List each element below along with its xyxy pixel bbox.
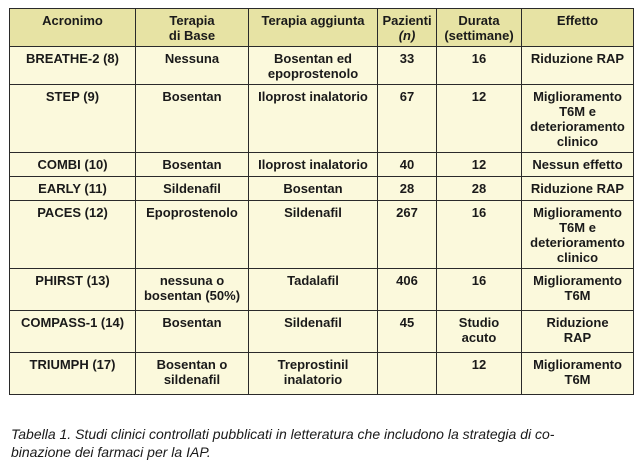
table-row	[10, 85, 634, 153]
cell-pazienti-text: 45	[399, 315, 415, 330]
header-acronimo-text: Acronimo	[42, 13, 103, 28]
table-row	[10, 47, 634, 85]
cell-acronimo	[10, 201, 136, 269]
cell-acronimo	[10, 85, 136, 153]
cell-durata-text: 12	[471, 157, 487, 172]
cell-acronimo-text: TRIUMPH (17)	[29, 357, 116, 372]
cell-durata	[437, 269, 522, 311]
cell-terapia-aggiunta-text: Iloprost inalatorio	[258, 157, 368, 172]
cell-effetto	[522, 85, 634, 153]
cell-terapia-aggiunta	[249, 353, 378, 395]
cell-pazienti-text: 406	[396, 273, 418, 288]
cell-durata	[437, 153, 522, 177]
cell-terapia-aggiunta	[249, 311, 378, 353]
cell-effetto-line2: RAP	[563, 330, 592, 345]
header-effetto-text: Effetto	[556, 13, 599, 28]
header-acronimo	[10, 9, 136, 47]
cell-terapia-aggiunta	[249, 47, 378, 85]
cell-pazienti	[378, 177, 437, 201]
cell-terapia-base	[136, 311, 249, 353]
cell-terapia-base-text: Bosentan	[162, 157, 222, 172]
cell-acronimo	[10, 353, 136, 395]
cell-effetto-line1: Miglioramento	[533, 205, 622, 220]
cell-effetto-line2: T6M e	[559, 104, 596, 119]
cell-effetto-line1: Miglioramento	[533, 357, 622, 372]
cell-terapia-base-text: Bosentan	[162, 315, 222, 330]
header-terapia-base-line1: Terapia	[169, 13, 215, 28]
cell-terapia-aggiunta-line2: inalatorio	[283, 372, 343, 387]
cell-acronimo-text: BREATHE-2 (8)	[26, 51, 119, 66]
cell-terapia-aggiunta-text: Iloprost inalatorio	[258, 89, 368, 104]
cell-durata-line2: acuto	[461, 330, 497, 345]
cell-pazienti	[378, 311, 437, 353]
cell-pazienti	[378, 353, 437, 395]
cell-durata	[437, 85, 522, 153]
cell-pazienti-text: 40	[399, 157, 415, 172]
header-terapia-aggiunta-text: Terapia aggiunta	[261, 13, 365, 28]
table-row	[10, 177, 634, 201]
cell-terapia-aggiunta	[249, 201, 378, 269]
cell-terapia-base-text: Nessuna	[164, 51, 220, 66]
cell-pazienti-text: 28	[399, 181, 415, 196]
cell-acronimo-text: EARLY (11)	[38, 181, 107, 196]
header-pazienti	[378, 9, 437, 47]
cell-effetto-line3: deterioramento	[530, 119, 625, 134]
cell-effetto-line3: deterioramento	[530, 235, 625, 250]
cell-effetto-line2: T6M	[564, 372, 591, 387]
cell-pazienti	[378, 47, 437, 85]
cell-acronimo-text: PACES (12)	[37, 205, 108, 220]
cell-effetto-text: Nessun effetto	[532, 157, 623, 172]
cell-effetto	[522, 269, 634, 311]
cell-terapia-aggiunta-text: Sildenafil	[284, 205, 342, 220]
cell-effetto-text: Riduzione RAP	[530, 51, 625, 66]
cell-effetto-line2: T6M e	[559, 220, 596, 235]
cell-terapia-aggiunta-line2: epoprostenolo	[267, 66, 359, 81]
header-terapia-base-line2: di Base	[168, 28, 216, 43]
cell-acronimo-text: COMBI (10)	[37, 157, 108, 172]
cell-durata	[437, 201, 522, 269]
cell-terapia-base	[136, 177, 249, 201]
cell-terapia-base-line1: Bosentan o	[156, 357, 228, 372]
cell-acronimo-text: STEP (9)	[45, 89, 100, 104]
table-row	[10, 201, 634, 269]
cell-terapia-aggiunta-text: Sildenafil	[284, 315, 342, 330]
table-row	[10, 153, 634, 177]
cell-terapia-aggiunta-text: Tadalafil	[287, 273, 339, 288]
table-row	[10, 311, 634, 353]
cell-terapia-base-line2: bosentan (50%)	[143, 288, 241, 303]
cell-terapia-aggiunta	[249, 177, 378, 201]
cell-durata-text: 12	[471, 357, 487, 372]
cell-terapia-aggiunta-line1: Treprostinil	[277, 357, 349, 372]
cell-terapia-base-text: Bosentan	[162, 89, 222, 104]
table-row	[10, 269, 634, 311]
caption-line-2: binazione dei farmaci per la IAP.	[11, 444, 211, 460]
table-caption	[11, 425, 633, 461]
cell-terapia-aggiunta-line1: Bosentan ed	[273, 51, 352, 66]
cell-pazienti	[378, 269, 437, 311]
cell-effetto	[522, 311, 634, 353]
cell-acronimo	[10, 311, 136, 353]
cell-durata-text: 16	[471, 51, 487, 66]
cell-terapia-aggiunta	[249, 269, 378, 311]
cell-terapia-base	[136, 47, 249, 85]
header-pazienti-line1: Pazienti	[382, 13, 432, 28]
caption-line-1: Tabella 1. Studi clinici controllati pubblicati in letteratura che includono la strategia di co-	[11, 426, 555, 442]
cell-pazienti-text: 33	[399, 51, 415, 66]
header-durata-line1: Durata	[458, 13, 500, 28]
cell-pazienti-text: 67	[399, 89, 415, 104]
cell-terapia-aggiunta-text: Bosentan	[283, 181, 343, 196]
table-header-row	[10, 9, 634, 47]
cell-terapia-base	[136, 85, 249, 153]
header-pazienti-line2: (n)	[398, 28, 416, 43]
cell-acronimo	[10, 47, 136, 85]
cell-acronimo	[10, 269, 136, 311]
cell-terapia-base-text: Epoprostenolo	[146, 205, 238, 220]
cell-effetto-line1: Miglioramento	[533, 89, 622, 104]
cell-durata	[437, 311, 522, 353]
cell-effetto-line4: clinico	[556, 250, 599, 265]
cell-terapia-aggiunta	[249, 85, 378, 153]
cell-terapia-base-text: Sildenafil	[163, 181, 221, 196]
cell-terapia-aggiunta	[249, 153, 378, 177]
cell-effetto-text: Riduzione RAP	[530, 181, 625, 196]
cell-terapia-base	[136, 353, 249, 395]
cell-effetto-line2: T6M	[564, 288, 591, 303]
cell-terapia-base	[136, 269, 249, 311]
cell-terapia-base	[136, 201, 249, 269]
cell-acronimo-text: PHIRST (13)	[35, 273, 110, 288]
cell-pazienti-text: 267	[396, 205, 418, 220]
header-effetto	[522, 9, 634, 47]
cell-effetto-line1: Riduzione	[546, 315, 609, 330]
cell-durata-text: 28	[471, 181, 487, 196]
cell-durata-line1: Studio	[458, 315, 500, 330]
cell-terapia-base-line1: nessuna o	[159, 273, 225, 288]
header-terapia-aggiunta	[249, 9, 378, 47]
cell-effetto	[522, 201, 634, 269]
header-durata-line2: (settimane)	[444, 28, 514, 43]
cell-durata-text: 16	[471, 205, 487, 220]
cell-effetto	[522, 177, 634, 201]
clinical-trials-table	[9, 8, 634, 395]
cell-effetto	[522, 153, 634, 177]
table-row	[10, 353, 634, 395]
cell-durata	[437, 47, 522, 85]
cell-effetto-line1: Miglioramento	[533, 273, 622, 288]
cell-durata	[437, 177, 522, 201]
cell-pazienti	[378, 85, 437, 153]
cell-durata-text: 12	[471, 89, 487, 104]
cell-terapia-base-line2: sildenafil	[163, 372, 221, 387]
cell-effetto	[522, 353, 634, 395]
cell-terapia-base	[136, 153, 249, 177]
cell-effetto	[522, 47, 634, 85]
cell-durata	[437, 353, 522, 395]
table-container	[9, 8, 633, 395]
cell-acronimo-text: COMPASS-1 (14)	[20, 315, 125, 330]
cell-pazienti	[378, 153, 437, 177]
cell-durata-text: 16	[471, 273, 487, 288]
cell-acronimo	[10, 177, 136, 201]
cell-acronimo	[10, 153, 136, 177]
header-terapia-base	[136, 9, 249, 47]
cell-pazienti	[378, 201, 437, 269]
header-durata	[437, 9, 522, 47]
cell-effetto-line4: clinico	[556, 134, 599, 149]
